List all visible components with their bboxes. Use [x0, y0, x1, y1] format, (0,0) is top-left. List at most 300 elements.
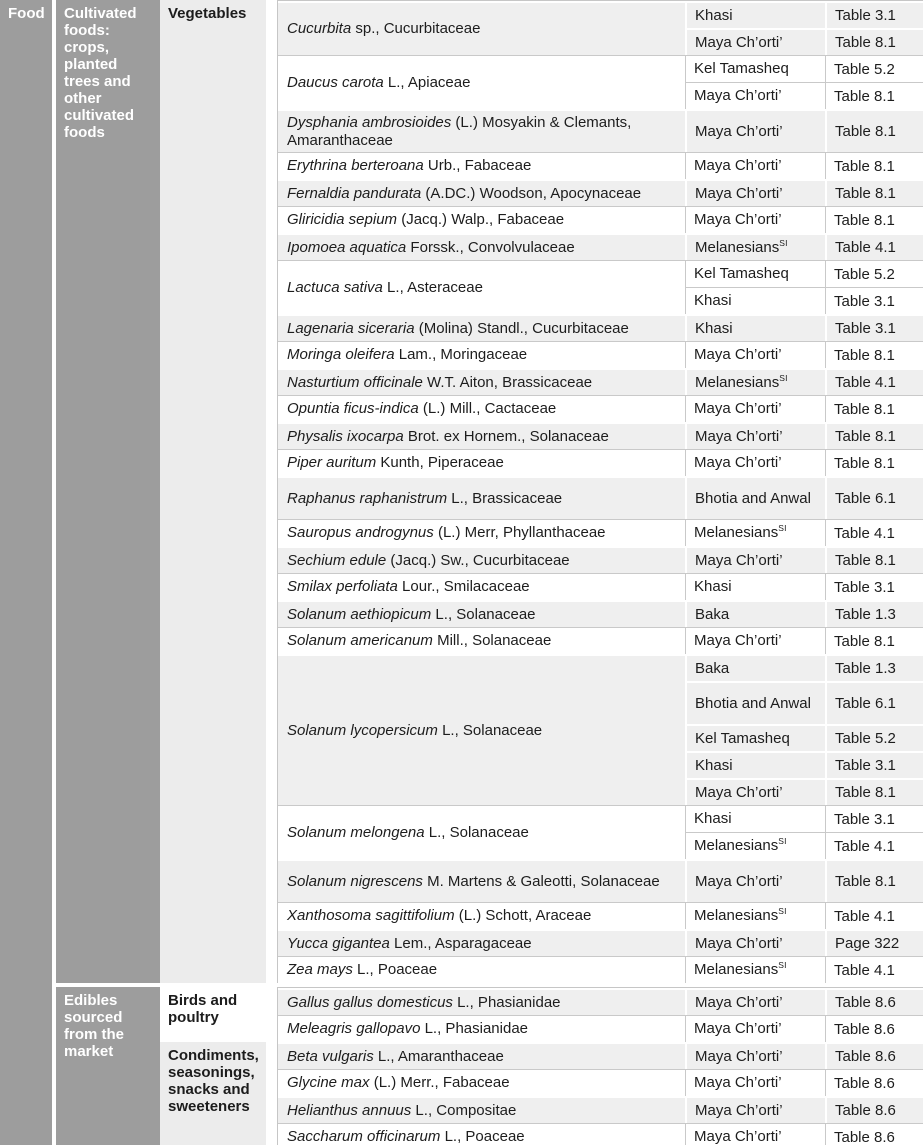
scientific-name: Ipomoea aquatica — [287, 238, 407, 256]
food-column-header: Food — [0, 0, 52, 1145]
species-name: Fernaldia pandurata (A.DC.) Woodson, Apocynaceae — [287, 184, 642, 202]
species-name: Sechium edule (Jacq.) Sw., Cucurbitaceae — [287, 551, 570, 569]
table-row — [685, 260, 923, 287]
table-row — [685, 929, 923, 956]
species-name: Piper auritum Kunth, Piperaceae — [287, 454, 504, 471]
reference-cell: Table 4.1 — [825, 956, 923, 983]
community-name: Khasi — [695, 756, 733, 774]
community-name: Maya Ch’orti’ — [695, 184, 783, 202]
community-cell — [685, 476, 825, 519]
subcategory-cell: Birds and poultry — [160, 987, 266, 1042]
superscript-marker: SI — [778, 523, 787, 533]
scientific-name: Sechium edule — [287, 551, 387, 569]
species-cell — [278, 179, 685, 206]
scientific-name: Sauropus androgynus — [287, 524, 434, 541]
community-rows — [685, 55, 923, 109]
community-name: Melanesians$^{SI}$ — [694, 836, 787, 854]
community-cell — [685, 600, 825, 627]
species-group — [278, 341, 923, 368]
community-cell — [685, 859, 825, 902]
community-cell — [685, 260, 825, 287]
species-group — [278, 573, 923, 600]
species-name: Smilax perfoliata Lour., Smilacaceae — [287, 578, 530, 595]
scientific-name: Solanum aethiopicum — [287, 605, 432, 623]
species-name: Gallus gallus domesticus L., Phasianidae — [287, 993, 561, 1011]
species-group — [278, 600, 923, 627]
species-group — [278, 1069, 923, 1096]
scientific-name: Lactuca sativa — [287, 278, 383, 296]
community-rows — [685, 859, 923, 902]
species-name: Zea mays L., Poaceae — [287, 961, 438, 978]
species-cell — [278, 519, 685, 546]
table-row — [685, 832, 923, 859]
reference-cell: Table 3.1 — [825, 751, 923, 778]
reference-cell: Page 322 — [825, 929, 923, 956]
species-cell — [278, 627, 685, 654]
reference-cell: Table 3.1 — [825, 573, 923, 600]
species-name: Nasturtium officinale W.T. Aiton, Brassicaceae — [287, 373, 593, 391]
species-name: Helianthus annuus L., Compositae — [287, 1101, 517, 1119]
reference-cell: Table 6.1 — [825, 476, 923, 519]
species-name: Solanum melongena L., Solanaceae — [287, 823, 529, 841]
species-name: Cucurbita sp., Cucurbitaceae — [287, 20, 481, 37]
reference-cell: Table 8.1 — [825, 109, 923, 152]
species-cell — [278, 109, 685, 152]
community-name: Melanesians$^{SI}$ — [694, 523, 787, 541]
community-rows — [685, 476, 923, 519]
column-spacer — [266, 0, 277, 983]
species-cell — [278, 152, 685, 179]
species-groups — [277, 1042, 923, 1145]
reference-cell: Table 8.1 — [825, 422, 923, 449]
reference-cell: Table 5.2 — [825, 724, 923, 751]
species-cell — [278, 600, 685, 627]
species-cell — [278, 55, 685, 109]
reference-cell: Table 4.1 — [825, 233, 923, 260]
species-name: Xanthosoma sagittifolium (L.) Schott, Araceae — [287, 907, 592, 924]
species-cell — [278, 1096, 685, 1123]
community-name: Maya Ch’orti’ — [695, 934, 783, 952]
species-groups — [277, 987, 923, 1042]
community-name: Khasi — [694, 810, 732, 827]
species-name: Opuntia ficus-indica (L.) Mill., Cactaceae — [287, 400, 557, 417]
species-groups — [277, 0, 923, 983]
scientific-name: Solanum americanum — [287, 632, 433, 649]
reference-cell: Table 8.1 — [825, 206, 923, 233]
category-cell: Edibles sourced from the market — [56, 987, 160, 1145]
community-cell — [685, 82, 825, 109]
community-name: Bhotia and Anwal — [695, 694, 811, 712]
community-name: Khasi — [695, 319, 733, 337]
table-row — [685, 476, 923, 519]
table-row — [685, 573, 923, 600]
community-cell — [685, 1015, 825, 1042]
species-name: Moringa oleifera Lam., Moringaceae — [287, 346, 528, 363]
species-group — [278, 233, 923, 260]
scientific-name: Opuntia ficus-indica — [287, 400, 419, 417]
community-rows — [685, 109, 923, 152]
community-rows — [685, 368, 923, 395]
community-name: Maya Ch’orti’ — [694, 87, 782, 104]
community-name: Bhotia and Anwal — [695, 489, 811, 507]
reference-cell: Table 8.1 — [825, 449, 923, 476]
reference-cell: Table 1.3 — [825, 600, 923, 627]
species-group — [278, 179, 923, 206]
species-group — [278, 1015, 923, 1042]
community-rows — [685, 627, 923, 654]
reference-cell: Table 8.1 — [825, 152, 923, 179]
community-cell — [685, 287, 825, 314]
community-cell — [685, 206, 825, 233]
species-cell — [278, 654, 685, 805]
community-cell — [685, 233, 825, 260]
community-name: Kel Tamasheq — [694, 60, 789, 77]
community-name: Kel Tamasheq — [694, 265, 789, 282]
reference-cell: Table 8.6 — [825, 1123, 923, 1145]
species-name: Meleagris gallopavo L., Phasianidae — [287, 1020, 528, 1037]
species-group — [278, 1042, 923, 1069]
community-cell — [685, 724, 825, 751]
community-name: Maya Ch’orti’ — [694, 346, 782, 363]
scientific-name: Dysphania ambrosioides — [287, 113, 452, 131]
community-cell — [685, 805, 825, 832]
species-name: Solanum americanum Mill., Solanaceae — [287, 632, 552, 649]
community-name: Maya Ch’orti’ — [694, 157, 782, 174]
species-name: Lagenaria siceraria (Molina) Standl., Cucurbitaceae — [287, 319, 629, 337]
table-row — [685, 600, 923, 627]
community-rows — [685, 395, 923, 422]
reference-cell: Table 8.1 — [825, 859, 923, 902]
reference-cell: Table 8.1 — [825, 395, 923, 422]
community-name: Khasi — [694, 578, 732, 595]
scientific-name: Xanthosoma sagittifolium — [287, 907, 455, 924]
scientific-name: Yucca gigantea — [287, 934, 390, 952]
scientific-name: Helianthus annuus — [287, 1101, 412, 1119]
species-group — [278, 929, 923, 956]
species-name: Ipomoea aquatica Forssk., Convolvulaceae — [287, 238, 575, 256]
community-name: Baka — [695, 605, 730, 623]
scientific-name: Zea mays — [287, 961, 353, 978]
species-cell — [278, 573, 685, 600]
community-rows — [685, 805, 923, 859]
species-cell — [278, 368, 685, 395]
table-row — [685, 109, 923, 152]
species-cell — [278, 233, 685, 260]
community-cell — [685, 654, 825, 681]
species-cell — [278, 859, 685, 902]
species-group — [278, 519, 923, 546]
community-rows — [685, 1096, 923, 1123]
community-cell — [685, 929, 825, 956]
table-row — [685, 519, 923, 546]
community-rows — [685, 179, 923, 206]
scientific-name: Erythrina berteroana — [287, 157, 424, 174]
scientific-name: Piper auritum — [287, 454, 377, 471]
community-cell — [685, 778, 825, 805]
species-name: Dysphania ambrosioides (L.) Mosyakin & Clemants, Amaranthaceae — [287, 113, 632, 149]
community-rows — [685, 152, 923, 179]
species-group — [278, 1096, 923, 1123]
scientific-name: Beta vulgaris — [287, 1047, 374, 1065]
community-cell — [685, 902, 825, 929]
table-row — [685, 859, 923, 902]
species-name: Raphanus raphanistrum L., Brassicaceae — [287, 489, 563, 507]
community-rows — [685, 902, 923, 929]
community-rows — [685, 449, 923, 476]
table-row — [685, 449, 923, 476]
subcategory-cell: Condiments, seasonings, snacks and sweeteners — [160, 1042, 266, 1145]
subcategory-cell: Vegetables — [160, 0, 266, 983]
community-cell — [685, 546, 825, 573]
species-group — [278, 956, 923, 983]
community-name: Maya Ch’orti’ — [695, 1101, 783, 1119]
reference-cell: Table 3.1 — [825, 314, 923, 341]
species-group — [278, 395, 923, 422]
species-cell — [278, 449, 685, 476]
community-cell — [685, 1, 825, 28]
superscript-marker: SI — [779, 237, 788, 248]
species-cell — [278, 395, 685, 422]
scientific-name: Fernaldia pandurata — [287, 184, 422, 202]
table-row — [685, 902, 923, 929]
species-name: Physalis ixocarpa Brot. ex Hornem., Solanaceae — [287, 427, 609, 445]
community-cell — [685, 422, 825, 449]
species-group — [278, 546, 923, 573]
species-group — [278, 627, 923, 654]
species-group — [278, 988, 923, 1015]
community-cell — [685, 368, 825, 395]
community-cell — [685, 627, 825, 654]
table-row — [685, 206, 923, 233]
community-name: Maya Ch’orti’ — [694, 400, 782, 417]
scientific-name: Moringa oleifera — [287, 346, 395, 363]
table-row — [685, 627, 923, 654]
species-name: Solanum aethiopicum L., Solanaceae — [287, 605, 536, 623]
species-group — [278, 449, 923, 476]
scientific-name: Solanum lycopersicum — [287, 721, 438, 739]
scientific-name: Solanum melongena — [287, 823, 425, 841]
community-cell — [685, 519, 825, 546]
community-name: Maya Ch’orti’ — [694, 454, 782, 471]
scientific-name: Glycine max — [287, 1074, 370, 1091]
species-group — [278, 805, 923, 859]
column-spacer — [266, 987, 277, 1042]
species-cell — [278, 546, 685, 573]
table-row — [685, 28, 923, 55]
scientific-name: Nasturtium officinale — [287, 373, 423, 391]
community-rows — [685, 654, 923, 805]
table-row — [685, 546, 923, 573]
scientific-name: Meleagris gallopavo — [287, 1020, 421, 1037]
species-group — [278, 206, 923, 233]
reference-cell: Table 8.6 — [825, 1069, 923, 1096]
species-name: Lactuca sativa L., Asteraceae — [287, 278, 483, 296]
table-row — [685, 55, 923, 82]
community-name: Maya Ch’orti’ — [694, 1128, 782, 1145]
community-rows — [685, 260, 923, 314]
community-rows — [685, 929, 923, 956]
reference-cell: Table 3.1 — [825, 805, 923, 832]
community-rows — [685, 573, 923, 600]
community-cell — [685, 152, 825, 179]
table-section — [56, 0, 923, 983]
superscript-marker: SI — [778, 836, 787, 846]
community-rows — [685, 341, 923, 368]
reference-cell: Table 8.6 — [825, 1042, 923, 1069]
scientific-name: Solanum nigrescens — [287, 872, 423, 890]
subcategory-block — [160, 1042, 923, 1145]
community-name: Maya Ch’orti’ — [695, 993, 783, 1011]
table-row — [685, 1096, 923, 1123]
community-name: Maya Ch’orti’ — [694, 1020, 782, 1037]
reference-cell: Table 4.1 — [825, 832, 923, 859]
community-cell — [685, 395, 825, 422]
superscript-marker: SI — [779, 372, 788, 383]
scientific-name: Gliricidia sepium — [287, 211, 398, 228]
community-rows — [685, 600, 923, 627]
species-group — [278, 859, 923, 902]
table-row — [685, 654, 923, 681]
community-name: Maya Ch’orti’ — [695, 551, 783, 569]
community-rows — [685, 314, 923, 341]
reference-cell: Table 6.1 — [825, 681, 923, 724]
scientific-name: Physalis ixocarpa — [287, 427, 404, 445]
species-cell — [278, 1042, 685, 1069]
species-cell — [278, 988, 685, 1015]
table-section — [56, 987, 923, 1145]
community-rows — [685, 1123, 923, 1145]
community-cell — [685, 28, 825, 55]
subcategory-block — [160, 0, 923, 983]
reference-cell: Table 4.1 — [825, 368, 923, 395]
community-rows — [685, 233, 923, 260]
species-name: Solanum nigrescens M. Martens & Galeotti, Solanaceae — [287, 872, 660, 890]
species-name: Gliricidia sepium (Jacq.) Walp., Fabaceae — [287, 211, 565, 228]
table-row — [685, 988, 923, 1015]
species-cell — [278, 956, 685, 983]
subcategory-stack — [160, 0, 923, 983]
reference-cell: Table 8.6 — [825, 1015, 923, 1042]
species-cell — [278, 1069, 685, 1096]
table-row — [685, 1015, 923, 1042]
scientific-name: Smilax perfoliata — [287, 578, 398, 595]
table-row — [685, 314, 923, 341]
species-group — [278, 476, 923, 519]
table-row — [685, 82, 923, 109]
community-name: Khasi — [694, 292, 732, 309]
table-row — [685, 1042, 923, 1069]
species-name: Glycine max (L.) Merr., Fabaceae — [287, 1074, 510, 1091]
species-cell — [278, 341, 685, 368]
community-name: Melanesians$^{SI}$ — [694, 906, 787, 924]
species-cell — [278, 805, 685, 859]
reference-cell: Table 8.6 — [825, 988, 923, 1015]
table-row — [685, 422, 923, 449]
species-cell — [278, 476, 685, 519]
table-row — [685, 1069, 923, 1096]
species-cell — [278, 1015, 685, 1042]
reference-cell: Table 8.1 — [825, 627, 923, 654]
table-row — [685, 956, 923, 983]
community-rows — [685, 956, 923, 983]
reference-cell: Table 1.3 — [825, 654, 923, 681]
reference-cell: Table 5.2 — [825, 260, 923, 287]
species-name: Erythrina berteroana Urb., Fabaceae — [287, 157, 532, 174]
species-name: Daucus carota L., Apiaceae — [287, 73, 471, 91]
species-group — [278, 1, 923, 55]
subcategory-stack — [160, 987, 923, 1145]
table-row — [685, 1123, 923, 1145]
table-row — [685, 341, 923, 368]
scientific-name: Cucurbita — [287, 20, 352, 37]
community-name: Maya Ch’orti’ — [694, 1074, 782, 1091]
community-name: Maya Ch’orti’ — [694, 632, 782, 649]
community-cell — [685, 956, 825, 983]
community-name: Baka — [695, 659, 730, 677]
species-cell — [278, 206, 685, 233]
species-name: Yucca gigantea Lem., Asparagaceae — [287, 934, 532, 952]
table-row — [685, 287, 923, 314]
community-cell — [685, 179, 825, 206]
species-cell — [278, 902, 685, 929]
community-cell — [685, 449, 825, 476]
reference-cell: Table 5.2 — [825, 55, 923, 82]
species-cell — [278, 1, 685, 55]
species-group — [278, 260, 923, 314]
reference-cell: Table 8.1 — [825, 778, 923, 805]
table-row — [685, 1, 923, 28]
community-cell — [685, 341, 825, 368]
scientific-name: Daucus carota — [287, 73, 384, 91]
scientific-name: Raphanus raphanistrum — [287, 489, 448, 507]
community-cell — [685, 1096, 825, 1123]
species-name: Beta vulgaris L., Amaranthaceae — [287, 1047, 504, 1065]
reference-cell: Table 8.1 — [825, 82, 923, 109]
community-rows — [685, 206, 923, 233]
community-cell — [685, 832, 825, 859]
table-body — [56, 0, 923, 1145]
column-spacer — [266, 1042, 277, 1145]
table-row — [685, 805, 923, 832]
community-name: Kel Tamasheq — [695, 729, 790, 747]
community-name: Melanesians$^{SI}$ — [695, 237, 788, 256]
reference-cell: Table 8.1 — [825, 179, 923, 206]
species-group — [278, 902, 923, 929]
community-name: Khasi — [695, 6, 733, 24]
community-name: Maya Ch’orti’ — [695, 122, 783, 140]
reference-cell: Table 4.1 — [825, 902, 923, 929]
community-cell — [685, 109, 825, 152]
community-rows — [685, 988, 923, 1015]
reference-cell: Table 8.6 — [825, 1096, 923, 1123]
community-name: Melanesians$^{SI}$ — [694, 960, 787, 978]
species-name: Sauropus androgynus (L.) Merr, Phyllanthaceae — [287, 524, 606, 541]
community-name: Maya Ch’orti’ — [695, 33, 783, 51]
reference-cell: Table 3.1 — [825, 1, 923, 28]
table-row — [685, 778, 923, 805]
community-cell — [685, 1042, 825, 1069]
table-row — [685, 751, 923, 778]
community-name: Maya Ch’orti’ — [695, 427, 783, 445]
subcategory-block — [160, 987, 923, 1042]
table-row — [685, 368, 923, 395]
species-group — [278, 314, 923, 341]
community-rows — [685, 1069, 923, 1096]
community-rows — [685, 1, 923, 55]
community-cell — [685, 681, 825, 724]
community-cell — [685, 55, 825, 82]
species-group — [278, 55, 923, 109]
